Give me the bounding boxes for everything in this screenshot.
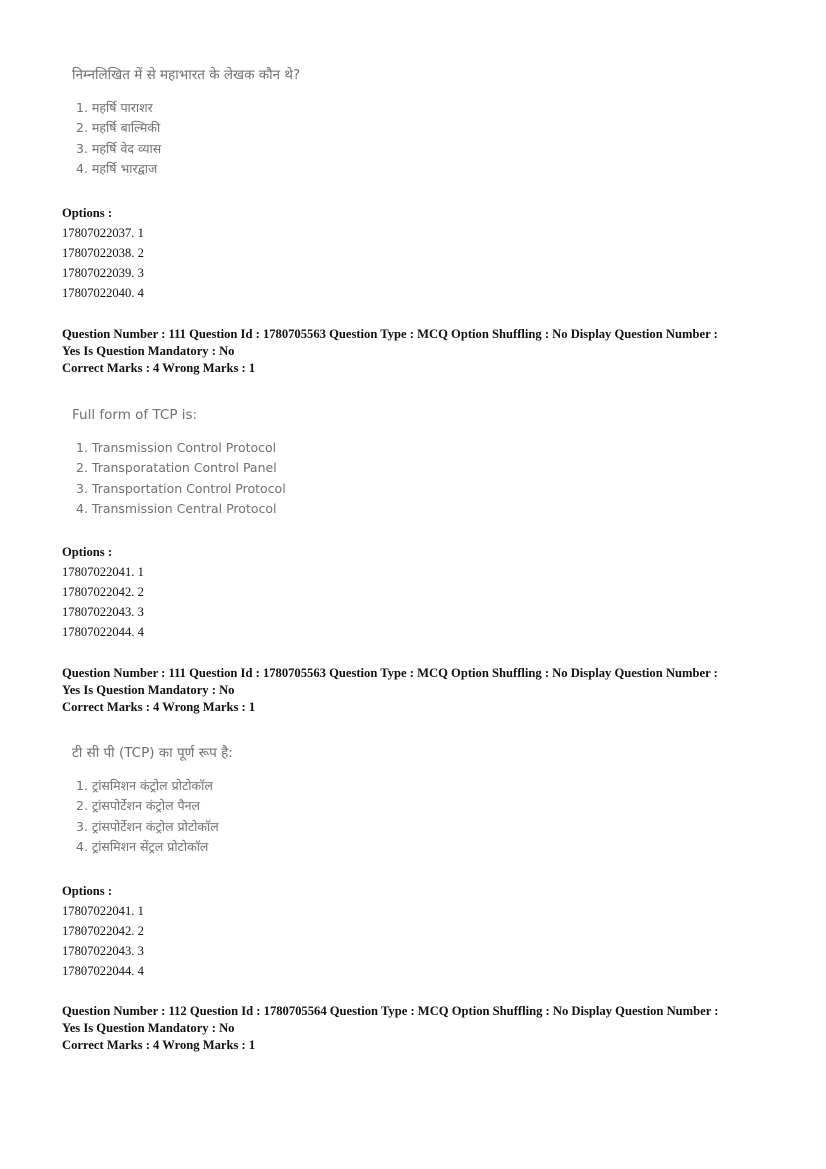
choice-item: 2. महर्षि बाल्मिकी [76,120,161,136]
option-item: 17807022038. 2 [62,246,144,260]
choice-list [62,438,382,519]
choice-item: 4. महर्षि भारद्वाज [76,160,158,176]
options-list [62,881,144,981]
choice-item: 1. Transmission Control Protocol [76,440,277,455]
options-label: Options : [62,206,113,220]
question-image [62,66,382,179]
question-text: टी सी पी (TCP) का पूर्ण रूप है: [72,745,233,761]
option-item: 17807022043. 3 [62,944,144,958]
question-text: निम्नलिखित में से महाभारत के लेखक कौन थे? [72,67,301,83]
choice-item: 2. ट्रांसपोर्टेशन कंट्रोल पैनल [76,798,201,814]
option-item: 17807022042. 2 [62,924,144,938]
choice-list [62,98,382,179]
meta-line: Yes Is Question Mandatory : No [62,1021,235,1035]
options-list [62,542,144,642]
meta-line: Correct Marks : 4 Wrong Marks : 1 [62,361,256,375]
choice-item: 1. महर्षि पाराशर [76,100,153,115]
option-item: 17807022037. 1 [62,226,144,240]
option-item: 17807022041. 1 [62,904,144,918]
choice-item: 1. ट्रांसमिशन कंट्रोल प्रोटोकॉल [76,778,213,793]
meta-line: Correct Marks : 4 Wrong Marks : 1 [62,700,256,714]
options-label: Options : [62,545,113,559]
meta-line: Correct Marks : 4 Wrong Marks : 1 [62,1038,256,1052]
question-meta [62,326,762,377]
choice-item: 3. Transportation Control Protocol [76,480,286,496]
meta-line: Yes Is Question Mandatory : No [62,683,235,697]
question-text: Full form of TCP is: [72,407,198,423]
option-item: 17807022040. 4 [62,286,144,300]
question-meta [62,1003,762,1054]
meta-line: Yes Is Question Mandatory : No [62,344,235,358]
meta-line: Question Number : 112 Question Id : 1780705564 Question Type : MCQ Option Shuffling : No Display Question Number : [62,1004,719,1018]
meta-line: Question Number : 111 Question Id : 1780705563 Question Type : MCQ Option Shuffling : No Display Question Number : [62,327,718,341]
options-list [62,203,144,303]
question-image [62,406,382,519]
choice-item: 4. ट्रांसमिशन सेंट्रल प्रोटोकॉल [76,838,209,854]
option-item: 17807022042. 2 [62,585,144,599]
choice-item: 4. Transmission Central Protocol [76,500,277,516]
choice-item: 2. Transporatation Control Panel [76,460,277,476]
choice-item: 3. ट्रांसपोर्टेशन कंट्रोल प्रोटोकॉल [76,818,219,834]
option-item: 17807022044. 4 [62,964,144,978]
option-item: 17807022043. 3 [62,605,144,619]
option-item: 17807022041. 1 [62,565,144,579]
option-item: 17807022044. 4 [62,625,144,639]
question-image [62,744,382,857]
meta-line: Question Number : 111 Question Id : 1780705563 Question Type : MCQ Option Shuffling : No Display Question Number : [62,666,718,680]
option-item: 17807022039. 3 [62,266,144,280]
options-label: Options : [62,884,113,898]
choice-list [62,776,382,857]
question-meta [62,665,762,716]
choice-item: 3. महर्षि वेद व्यास [76,140,162,156]
